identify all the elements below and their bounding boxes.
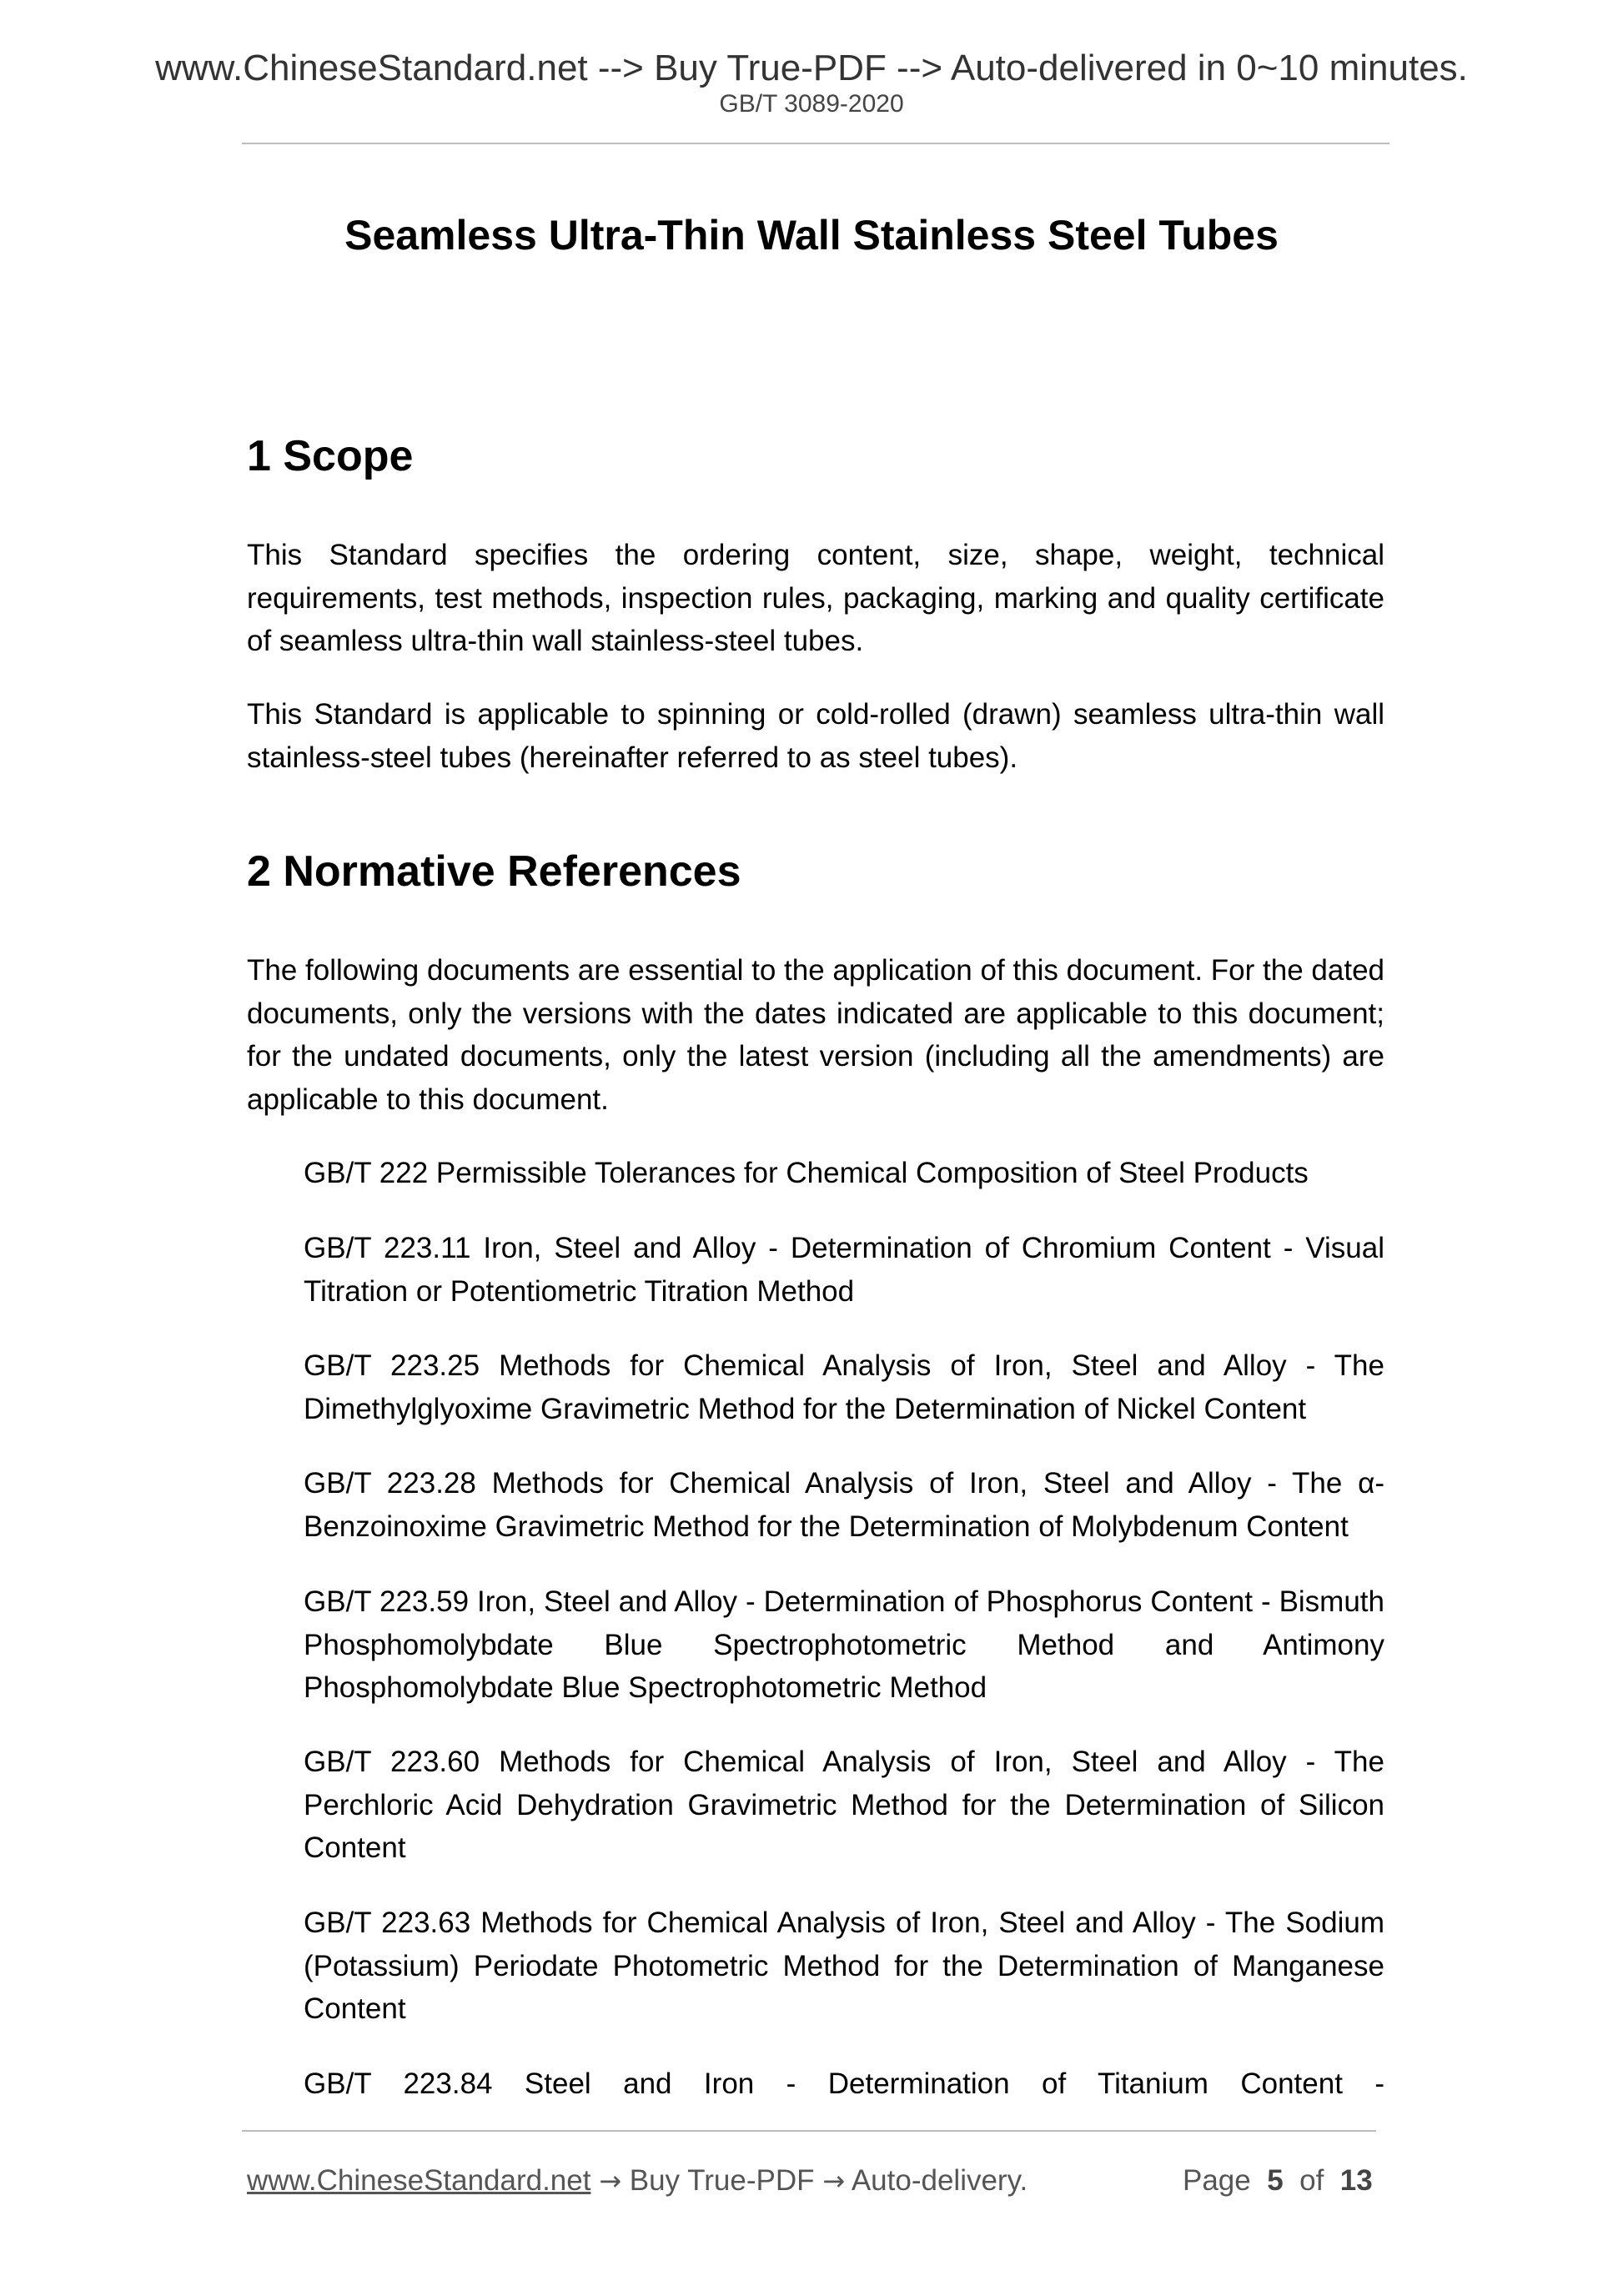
reference-item: GB/T 223.63 Methods for Chemical Analysis of Iron, Steel and Alloy - The Sodium (Potassium) Periodate Photometric Method for the Determination of Manganese Content: [304, 1907, 1384, 2025]
arrow-right-icon: →: [822, 2165, 846, 2197]
footer-promo: [247, 2161, 1028, 2201]
document-code: GB/T 3089-2020: [719, 90, 904, 118]
reference-item: GB/T 223.84 Steel and Iron - Determination of Titanium Content -: [304, 2067, 1384, 2100]
arrow-right-icon: →: [599, 2165, 622, 2197]
page-number: 5: [1267, 2164, 1284, 2197]
page-indicator: [1183, 2161, 1373, 2201]
reference-item: GB/T 223.28 Methods for Chemical Analysis of Iron, Steel and Alloy - The α-Benzoinoxime Gravimetric Method for the Determination of Molybdenum Content: [304, 1467, 1384, 1543]
footer-delivery-text: Auto-delivery.: [851, 2164, 1028, 2197]
reference-item: GB/T 223.59 Iron, Steel and Alloy - Determination of Phosphorus Content - Bismuth Phosphomolybdate Blue Spectrophotometric Method and Antimony Phosphomolybdate Blue Spectrophotometric Method: [304, 1585, 1384, 1704]
footer-buy-text: Buy True-PDF: [629, 2164, 815, 2197]
page-of-label: of: [1299, 2164, 1324, 2197]
footer-divider: [242, 2130, 1376, 2132]
reference-item: GB/T 223.11 Iron, Steel and Alloy - Determination of Chromium Content - Visual Titration or Potentiometric Titration Method: [304, 1232, 1384, 1308]
header-banner: www.ChineseStandard.net --> Buy True-PDF --> Auto-delivered in 0~10 minutes.: [155, 48, 1468, 88]
normative-references-intro: The following documents are essential to the application of this document. For the dated documents, only the versions with the dates indicated are applicable to this document; for the undated documents, only the latest version (including all the amendments) are applicable to this document.: [247, 954, 1384, 1116]
document-title: Seamless Ultra-Thin Wall Stainless Steel Tubes: [344, 212, 1279, 259]
footer-site-link[interactable]: www.ChineseStandard.net: [247, 2164, 591, 2197]
header-divider: [242, 143, 1389, 144]
page-label: Page: [1183, 2164, 1251, 2197]
section-heading-scope: 1 Scope: [247, 432, 414, 480]
scope-paragraph-2: This Standard is applicable to spinning or cold-rolled (drawn) seamless ultra-thin wall stainless-steel tubes (hereinafter referred to as steel tubes).: [247, 698, 1384, 774]
reference-item: GB/T 223.25 Methods for Chemical Analysis of Iron, Steel and Alloy - The Dimethylglyoxime Gravimetric Method for the Determination of Nickel Content: [304, 1349, 1384, 1425]
reference-item: GB/T 222 Permissible Tolerances for Chemical Composition of Steel Products: [304, 1157, 1309, 1189]
page-total: 13: [1339, 2164, 1373, 2197]
scope-paragraph-1: This Standard specifies the ordering content, size, shape, weight, technical requirements, test methods, inspection rules, packaging, marking and quality certificate of seamless ultra-thin wall stainless-steel tubes.: [247, 539, 1384, 657]
reference-item: GB/T 223.60 Methods for Chemical Analysis of Iron, Steel and Alloy - The Perchloric Acid Dehydration Gravimetric Method for the Determination of Silicon Content: [304, 1746, 1384, 1864]
section-heading-normative-references: 2 Normative References: [247, 847, 741, 896]
